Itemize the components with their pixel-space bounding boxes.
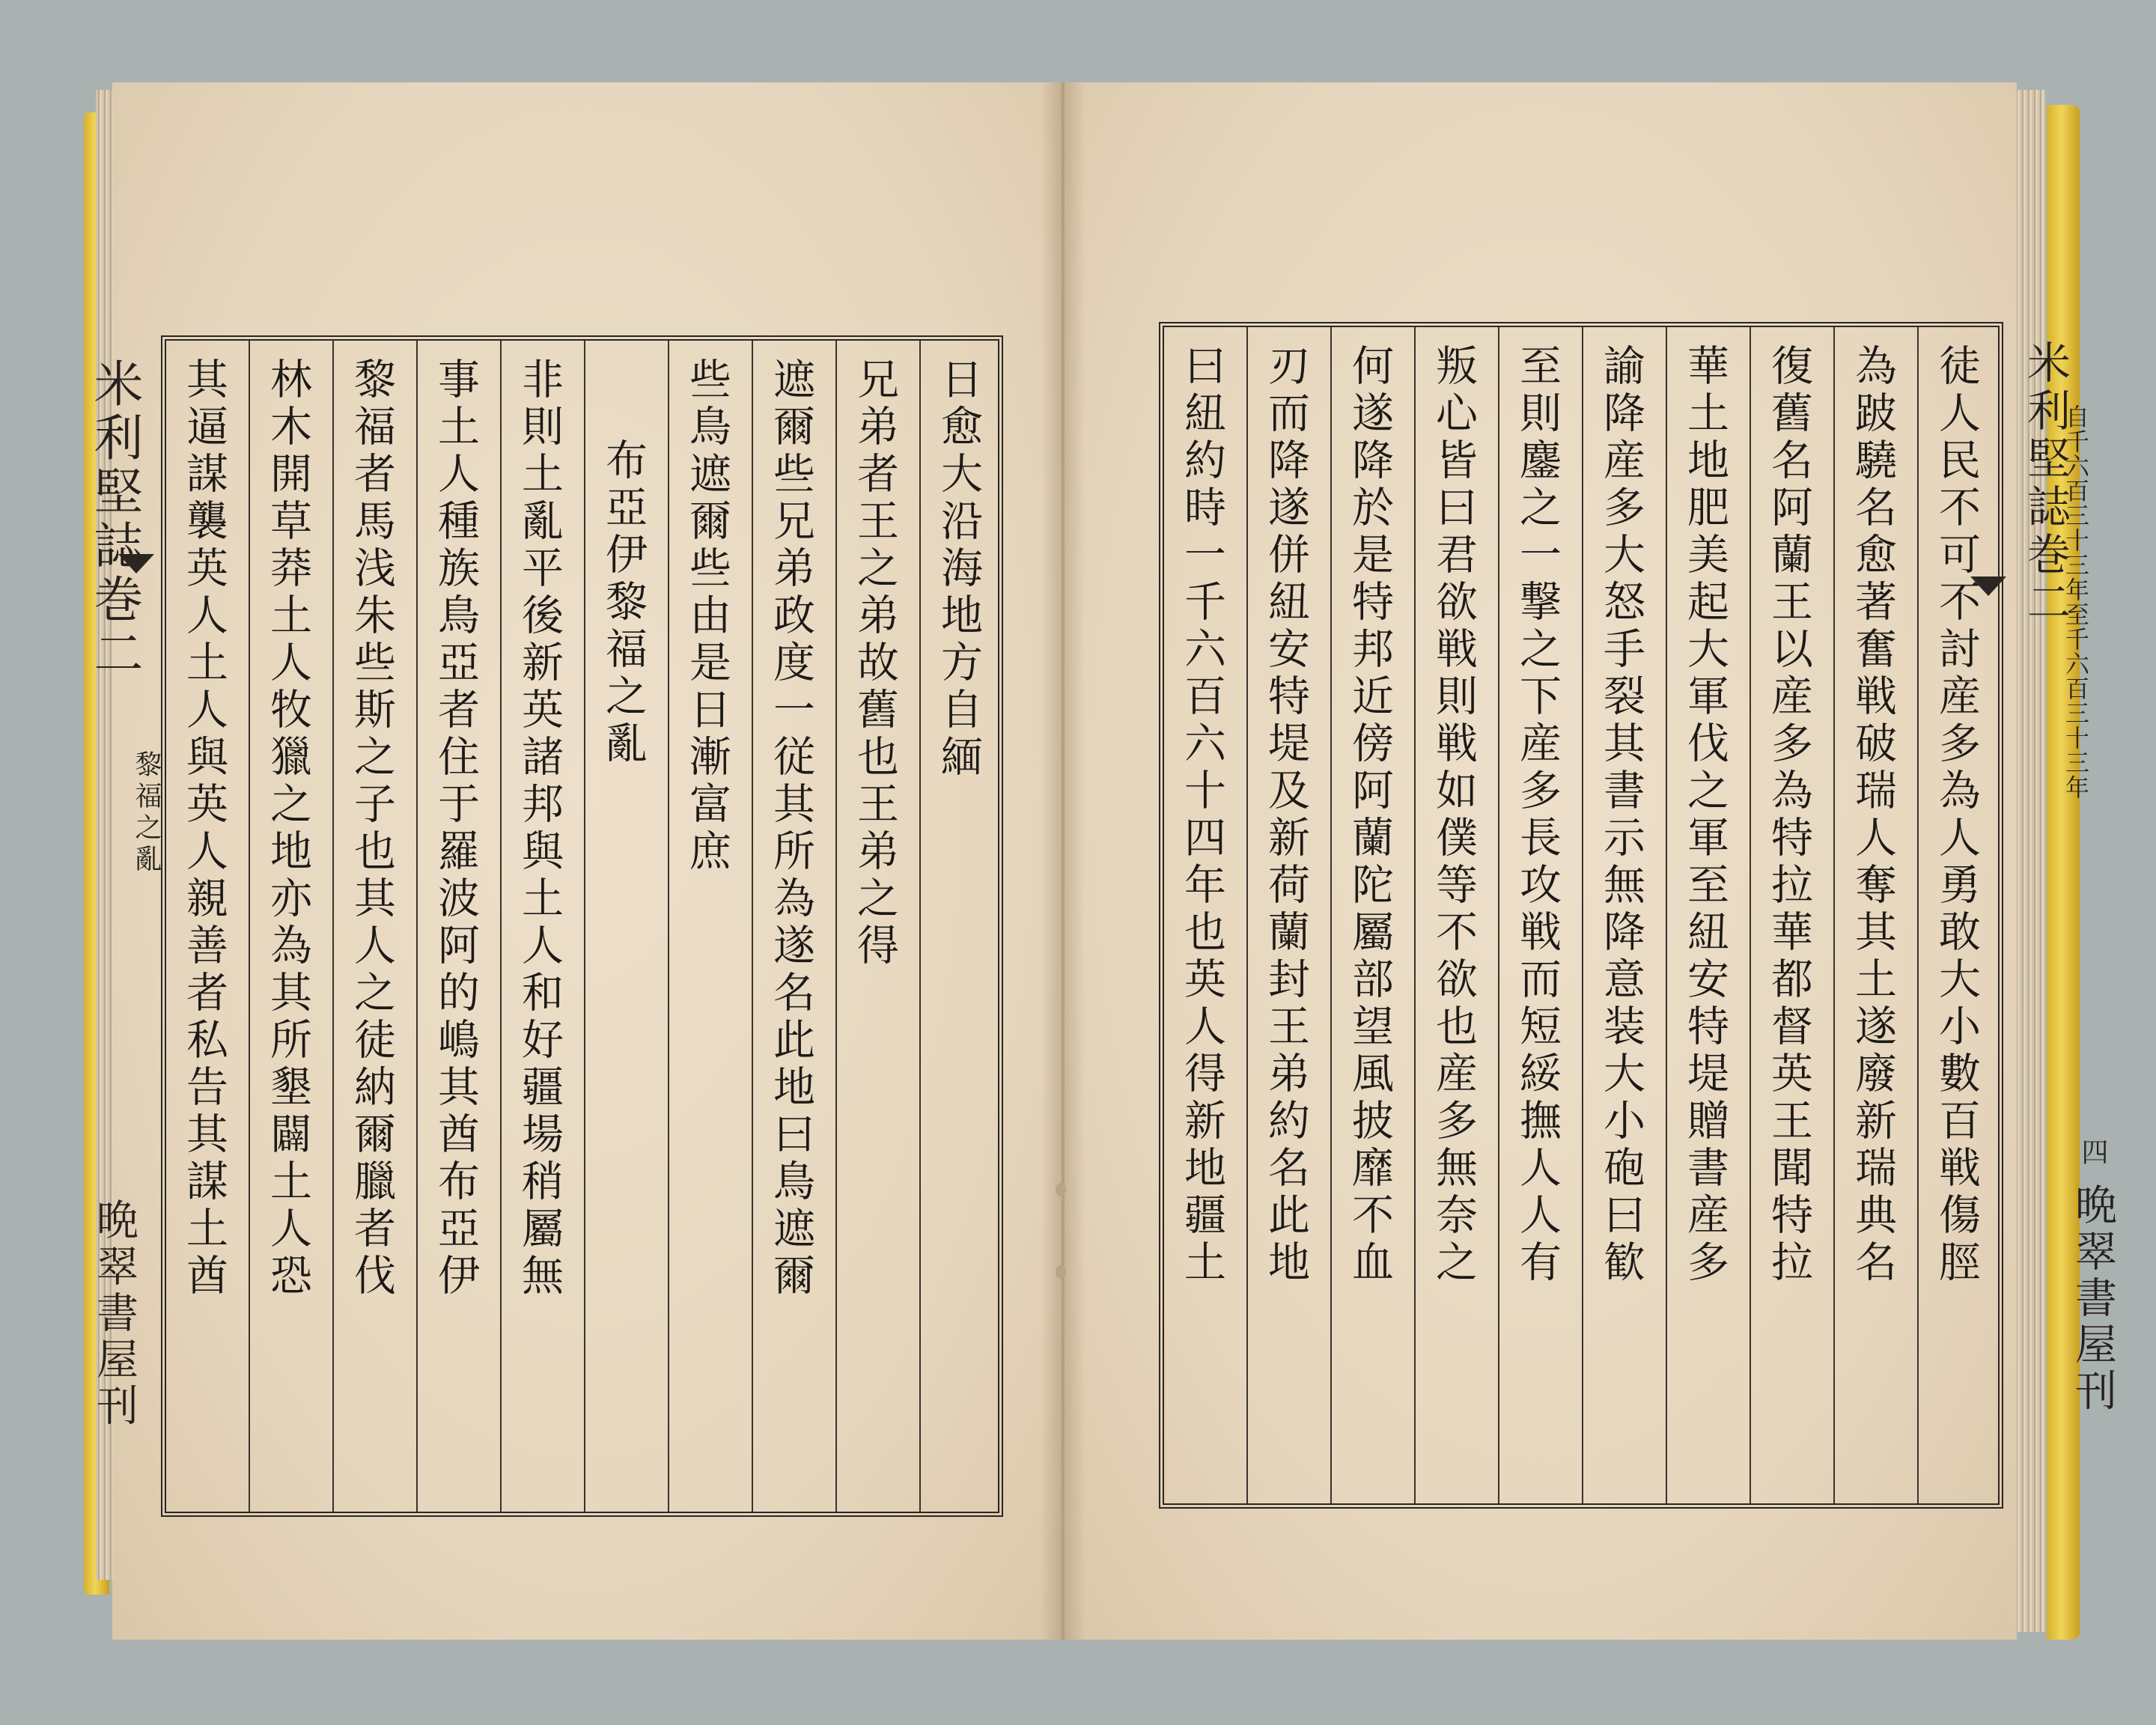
text-column: 日愈大沿海地方自緬 bbox=[934, 357, 983, 782]
binding-hole bbox=[1056, 1183, 1066, 1196]
text-column: 徒人民不可不討産多為人勇敢大小數百戦傷脛 bbox=[1932, 344, 1981, 1287]
right-header-title: 米利堅誌巻二 bbox=[2020, 340, 2071, 627]
left-publisher: 晩翠書屋刊 bbox=[90, 1198, 138, 1430]
text-column: 其逼謀襲英人土人與英人親善者私告其謀土酋 bbox=[166, 341, 250, 1512]
text-column: 事土人種族鳥亞者住于羅波阿的嶋其酋布亞伊 bbox=[418, 341, 502, 1512]
text-column: 黎福者馬浅朱些斯之子也其人之徒納爾臘者伐 bbox=[334, 341, 418, 1512]
text-column: 林木開草莽土人牧獵之地亦為其所墾闢土人恐 bbox=[250, 341, 334, 1512]
left-section-label: 黎福之亂 bbox=[131, 750, 162, 876]
right-date-note: 自千六百三十三年至千六百三十三年 bbox=[2062, 404, 2090, 800]
text-column: 非則土亂平後新英諸邦與土人和好疆場稍屬無 bbox=[502, 341, 585, 1512]
binding-hole bbox=[1056, 1265, 1066, 1279]
text-column: 何遂降於是特邦近傍阿蘭陀屬部望風披靡不血 bbox=[1332, 327, 1416, 1503]
right-publisher: 晩翠書屋刊 bbox=[2068, 1183, 2117, 1415]
text-column: 為跛驍名愈著奮戦破瑞人奪其土遂廢新瑞典名 bbox=[1835, 327, 1919, 1503]
left-fishtail-mark bbox=[118, 554, 154, 574]
left-text-frame bbox=[161, 335, 1003, 1517]
left-header-title: 米利堅誌巻二 bbox=[85, 358, 143, 681]
text-column: 曰紐約時一千六百六十四年也英人得新地疆土 bbox=[1164, 327, 1248, 1503]
text-column: 些鳥遮爾些由是日漸富庶 bbox=[669, 341, 753, 1512]
text-column: 兄弟者王之弟故舊也王弟之得 bbox=[837, 341, 921, 1512]
text-column: 遮爾些兄弟政度一従其所為遂名此地曰鳥遮爾 bbox=[753, 341, 837, 1512]
text-column: 諭降産多大怒手裂其書示無降意装大小砲曰歓 bbox=[1583, 327, 1667, 1503]
right-page-edges bbox=[2014, 90, 2045, 1632]
text-column: 布亞伊黎福之亂 bbox=[585, 341, 669, 1512]
text-column: 至則鏖之一撃之下産多長攻戦而短綏撫人人有 bbox=[1499, 327, 1583, 1503]
text-column: 復舊名阿蘭王以産多為特拉華都督英王聞特拉 bbox=[1751, 327, 1835, 1503]
text-column: 叛心皆曰君欲戦則戦如僕等不欲也産多無奈之 bbox=[1416, 327, 1499, 1503]
right-page-number: 四 bbox=[2077, 1138, 2108, 1169]
book-gutter bbox=[1041, 82, 1085, 1640]
text-column: 華土地肥美起大軍伐之軍至紐安特堤贈書産多 bbox=[1667, 327, 1751, 1503]
right-text-frame bbox=[1159, 322, 2003, 1509]
text-column: 刃而降遂併紐安特堤及新荷蘭封王弟約名此地 bbox=[1248, 327, 1332, 1503]
